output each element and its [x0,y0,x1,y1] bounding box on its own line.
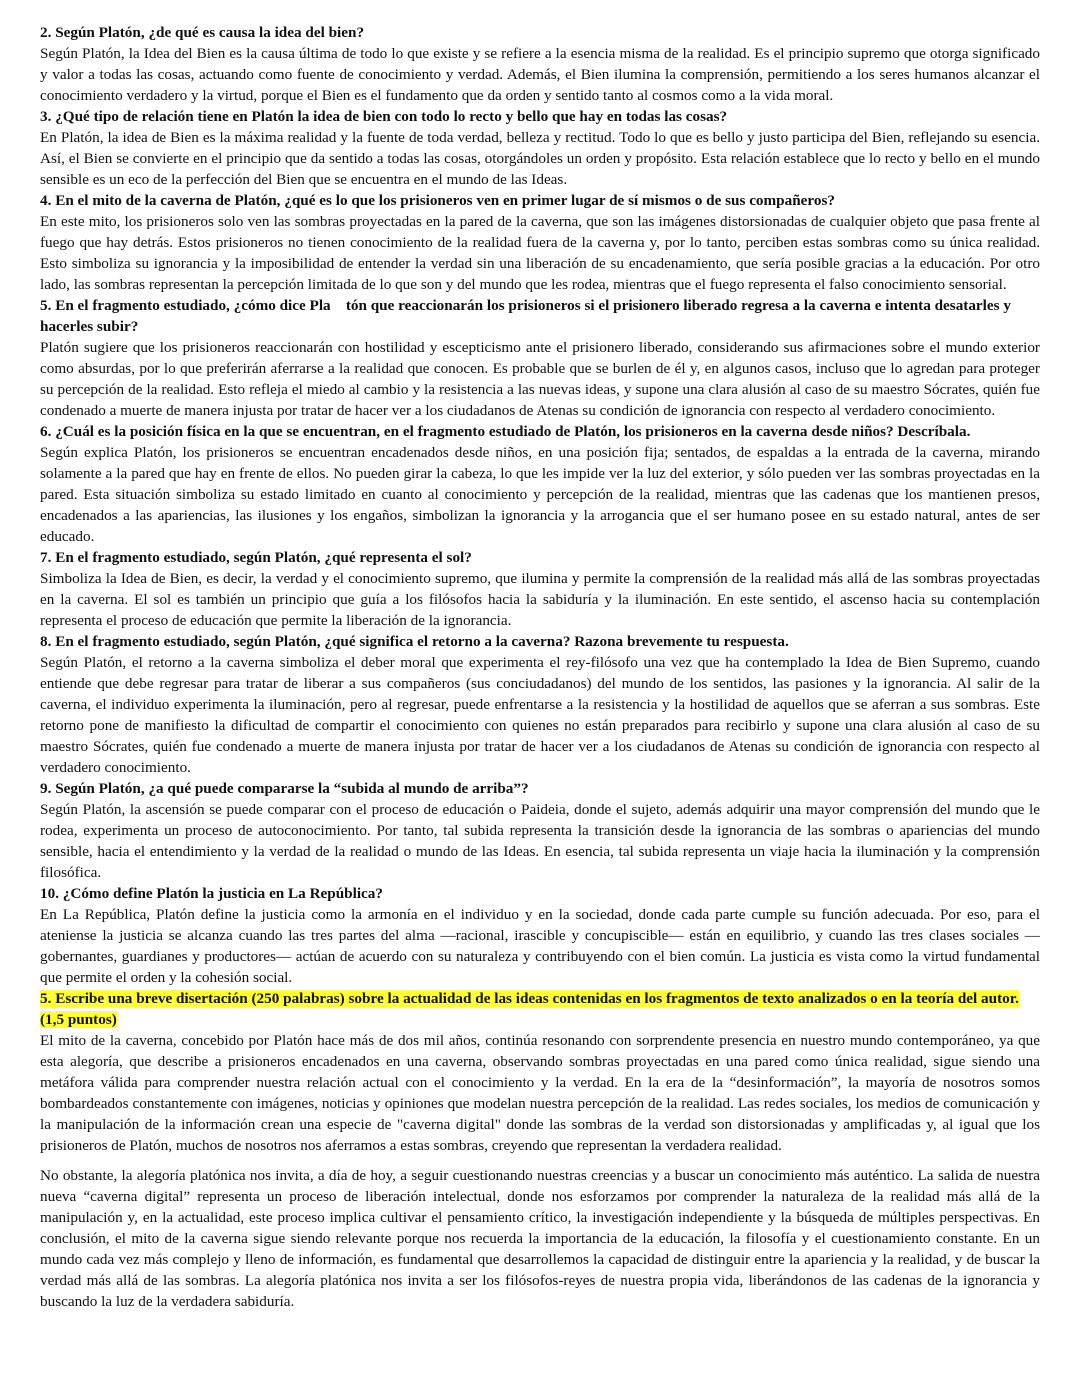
essay-paragraph: El mito de la caverna, concebido por Platón hace más de dos mil años, continúa resonando con sorprendente presencia en nuestro mundo contemporáneo, ya que esta alegoría, que describe a prisioneros encadenados en una caverna, observando sombras proyectadas en una pared como única realidad, sigue siendo una metáfora válida para comprender nuestra relación actual con el conocimiento y la verdad. En la era de la “desinformación”, la mayoría de nosotros somos bombardeados constantemente con imágenes, noticias y opiniones que modelan nuestra percepción de la realidad. Las redes sociales, los medios de comunicación y la manipulación de la información crean una especie de "caverna digital" donde las sombras de la verdad son distorsionadas y amplificadas y, al igual que los prisioneros de Platón, muchos de nosotros nos aferramos a estas sombras, creyendo que representan la verdadera realidad. [40,1032,1040,1154]
essay-paragraph: No obstante, la alegoría platónica nos invita, a día de hoy, a seguir cuestionando nuestras creencias y a buscar un conocimiento más auténtico. La salida de nuestra nueva “caverna digital” representa un proceso de liberación intelectual, donde nos esforzamos por comprender la naturaleza de la realidad más allá de la manipulación y, en la actualidad, este proceso implica cultivar el pensamiento crítico, la investigación independiente y la búsqueda de múltiples perspectivas. En conclusión, el mito de la caverna sigue siendo relevante porque nos recuerda la importancia de la educación, la filosofía y el cuestionamiento constante. En un mundo cada vez más complejo y lleno de información, es fundamental que desarrollemos la capacidad de distinguir entre la apariencia y la realidad, y de buscar la verdad más allá de las sombras. La alegoría platónica nos invita a ser los filósofos-reyes de nuestra propia vida, liberándonos de las cadenas de la ignorancia y buscando la luz de la verdadera sabiduría. [40,1167,1040,1310]
question-title: 9. Según Platón, ¿a qué puede compararse la “subida al mundo de arriba”? [40,780,529,797]
question-title: 2. Según Platón, ¿de qué es causa la idea del bien? [40,24,365,41]
question-answer: En La República, Platón define la justicia como la armonía en el individuo y en la sociedad, donde cada parte cumple su función adecuada. Por eso, para el ateniense la justicia se alcanza cuando las tres partes del alma —racional, irascible y concupiscible— están en equilibrio, y cuando las tres clases sociales —gobernantes, guardianes y productores— actúan de acuerdo con su naturaleza y contribuyendo con el bien común. La justicia es vista como la virtud fundamental que permite el orden y la cohesión social. [40,906,1040,986]
question-answer: Según explica Platón, los prisioneros se encuentran encadenados desde niños, en una posición fija; sentados, de espaldas a la entrada de la caverna, mirando solamente a la pared que hay en frente de ellos. No pueden girar la cabeza, lo que les impide ver la luz del exterior, y sólo pueden ver las sombras proyectadas en la pared. Esta situación simboliza su estado limitado en cuanto al conocimiento y percepción de la realidad, mientras que las cadenas que los mantienen presos, encadenados a las apariencias, las ilusiones y los engaños, simbolizan la ignorancia y la arrogancia que el ser humano posee en su estado natural, antes de ser educado. [40,444,1040,545]
question-block [40,421,1040,547]
essay-title-highlight: 5. Escribe una breve disertación (250 palabras) sobre la actualidad de las ideas contenidas en los fragmentos de texto analizados o en la teoría del autor. (1,5 puntos) [40,990,1019,1028]
essay-title [40,988,1040,1030]
question-title: 5. En el fragmento estudiado, ¿cómo dice Pla tón que reaccionarán los prisioneros si el prisionero liberado regresa a la caverna e intenta desatarles y hacerles subir? [40,297,1015,335]
question-answer: Platón sugiere que los prisioneros reaccionarán con hostilidad y escepticismo ante el prisionero liberado, considerando sus afirmaciones sobre el mundo exterior como absurdas, por lo que preferirán aferrarse a la realidad que conocen. Es probable que se burlen de él y, en algunos casos, incluso que lo agredan para proteger su percepción de la realidad. Esto refleja el miedo al cambio y la resistencia a las nuevas ideas, y supone una clara alusión al caso de su maestro Sócrates, quién fue condenado a muerte de manera injusta por tratar de hacer ver a los ciudadanos de Atenas su condición de ignorancia con respecto al verdadero conocimiento. [40,339,1040,419]
question-answer: Simboliza la Idea de Bien, es decir, la verdad y el conocimiento supremo, que ilumina y permite la comprensión de la realidad más allá de las sombras proyectadas en la caverna. El sol es también un principio que guía a los filósofos hacia la sabiduría y la iluminación. En este sentido, el ascenso hacia su contemplación representa el proceso de educación que permite la liberación de la ignorancia. [40,570,1040,629]
question-answer: Según Platón, el retorno a la caverna simboliza el deber moral que experimenta el rey-filósofo una vez que ha contemplado la Idea de Bien Supremo, cuando entiende que debe regresar para tratar de liberar a sus compañeros (sus conciudadanos) del mundo de los sentidos, las pasiones y la ignorancia. Al salir de la caverna, el individuo experimenta la iluminación, pero al regresar, puede enfrentarse a la resistencia y la hostilidad de aquellos que se aferran a sus sombras. Este retorno pone de manifiesto la dificultad de compartir el conocimiento con quienes no están preparados para recibirlo y supone una clara alusión al caso de su maestro Sócrates, quién fue condenado a muerte de manera injusta por tratar de hacer ver a los ciudadanos de Atenas su condición de ignorancia con respecto al verdadero conocimiento. [40,654,1040,776]
question-answer: En este mito, los prisioneros solo ven las sombras proyectadas en la pared de la caverna, que son las imágenes distorsionadas de cualquier objeto que pasa frente al fuego que hay detrás. Estos prisioneros no tienen conocimiento de la realidad fuera de la caverna y, por lo tanto, perciben estas sombras como su única realidad. Esto simboliza su ignorancia y la imposibilidad de entender la verdad sin una liberación de su encadenamiento, que sería posible gracias a la educación. Por otro lado, las sombras representan la percepción limitada de lo que son y del mundo que les rodea, mientras que el fuego representa el falso conocimiento sensorial. [40,213,1040,293]
question-title: 10. ¿Cómo define Platón la justicia en La República? [40,885,383,902]
question-block [40,547,1040,631]
question-answer: Según Platón, la ascensión se puede comparar con el proceso de educación o Paideia, donde el sujeto, además adquirir una mayor comprensión del mundo que le rodea, experimenta un proceso de autoconocimiento. Por tanto, tal subida representa la transición desde la ignorancia de las sombras o apariencias del mundo sensible, hacia el entendimiento y la verdad de la realidad o mundo de las Ideas. En esencia, tal subida representa un viaje hacia la iluminación y la comprensión filosófica. [40,801,1040,881]
question-block [40,631,1040,778]
question-block [40,190,1040,295]
question-answer: Según Platón, la Idea del Bien es la causa última de todo lo que existe y se refiere a la esencia misma de la realidad. Es el principio supremo que otorga significado y valor a todas las cosas, actuando como fuente de conocimiento y verdad. Además, el Bien ilumina la comprensión, permitiendo a los seres humanos alcanzar el conocimiento verdadero y la virtud, porque el Bien es el fundamento que da orden y sentido tanto al cosmos como a la vida moral. [40,45,1040,104]
question-answer: En Platón, la idea de Bien es la máxima realidad y la fuente de toda verdad, belleza y rectitud. Todo lo que es bello y justo participa del Bien, reflejando su esencia. Así, el Bien se convierte en el principio que da sentido a todas las cosas, otorgándoles un orden y propósito. Esta relación establece que lo recto y bello en el mundo sensible es un eco de la perfección del Bien que se encuentra en el mundo de las Ideas. [40,129,1040,188]
question-title: 7. En el fragmento estudiado, según Platón, ¿qué representa el sol? [40,549,472,566]
question-title: 4. En el mito de la caverna de Platón, ¿qué es lo que los prisioneros ven en primer lugar de sí mismos o de sus compañeros? [40,192,835,209]
paragraph-spacer [40,1156,1040,1165]
question-block [40,883,1040,988]
essay-block [40,988,1040,1312]
question-block [40,22,1040,106]
question-block [40,295,1040,421]
question-block [40,106,1040,190]
question-block [40,778,1040,883]
question-title: 3. ¿Qué tipo de relación tiene en Platón la idea de bien con todo lo recto y bello que hay en todas las cosas? [40,108,728,125]
question-title: 8. En el fragmento estudiado, según Platón, ¿qué significa el retorno a la caverna? Razona brevemente tu respuesta. [40,633,789,650]
question-title: 6. ¿Cuál es la posición física en la que se encuentran, en el fragmento estudiado de Platón, los prisioneros en la caverna desde niños? Descríbala. [40,423,971,440]
